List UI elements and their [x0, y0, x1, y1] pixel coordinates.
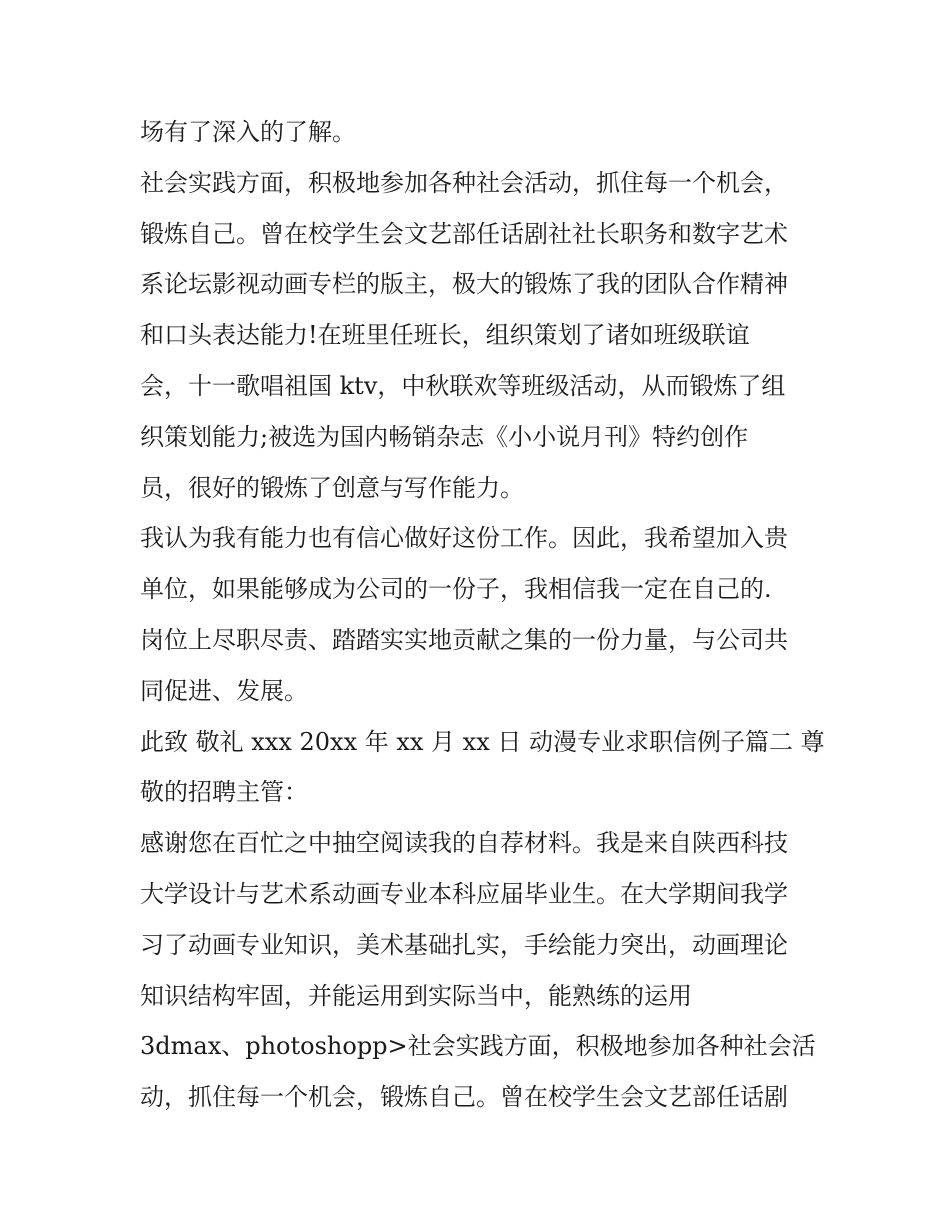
- text-line: 和口头表达能力!在班里任班长，组织策划了诸如班级联谊: [140, 321, 750, 350]
- text-line: 社会实践方面，积极地参加各种社会活动，抓住每一个机会，: [140, 168, 788, 197]
- text-line: 敬的招聘主管：: [140, 778, 308, 807]
- text-line: 感谢您在百忙之中抽空阅读我的自荐材料。我是来自陕西科技: [140, 829, 788, 858]
- text-line: 大学设计与艺术系动画专业本科应届毕业生。在大学期间我学: [140, 879, 788, 908]
- text-line: 知识结构牢固，并能运用到实际当中，能熟练的运用: [140, 981, 692, 1010]
- text-line: 岗位上尽职尽责、踏踏实实地贡献之集的一份力量，与公司共: [140, 625, 788, 654]
- text-line: 会，十一歌唱祖国 ktv，中秋联欢等班级活动，从而锻炼了组: [140, 371, 786, 400]
- document-body: [140, 107, 825, 1123]
- text-line: 场有了深入的了解。: [140, 118, 356, 146]
- text-line: 单位，如果能够成为公司的一份子，我相信我一定在自己的.: [140, 575, 772, 604]
- text-line: 习了动画专业知识，美术基础扎实，手绘能力突出，动画理论: [140, 930, 788, 959]
- text-line: 此致 敬礼 xxx 20xx 年 xx 月 xx 日 动漫专业求职信例子篇二 尊: [140, 727, 825, 756]
- text-line: 织策划能力;被选为国内畅销杂志《小小说月刊》特约创作: [140, 422, 749, 451]
- text-line: 锻炼自己。曾在校学生会文艺部任话剧社社长职务和数字艺术: [140, 219, 788, 248]
- text-line: 同促进、发展。: [140, 676, 308, 705]
- text-line: 我认为我有能力也有信心做好这份工作。因此，我希望加入贵: [140, 524, 788, 553]
- text-line: 动，抓住每一个机会，锻炼自己。曾在校学生会文艺部任话剧: [140, 1083, 788, 1112]
- text-line: 系论坛影视动画专栏的版主，极大的锻炼了我的团队合作精神: [140, 270, 788, 299]
- text-line: 员，很好的锻炼了创意与写作能力。: [140, 473, 524, 502]
- text-line: 3dmax、photoshopp>社会实践方面，积极地参加各种社会活: [140, 1032, 816, 1061]
